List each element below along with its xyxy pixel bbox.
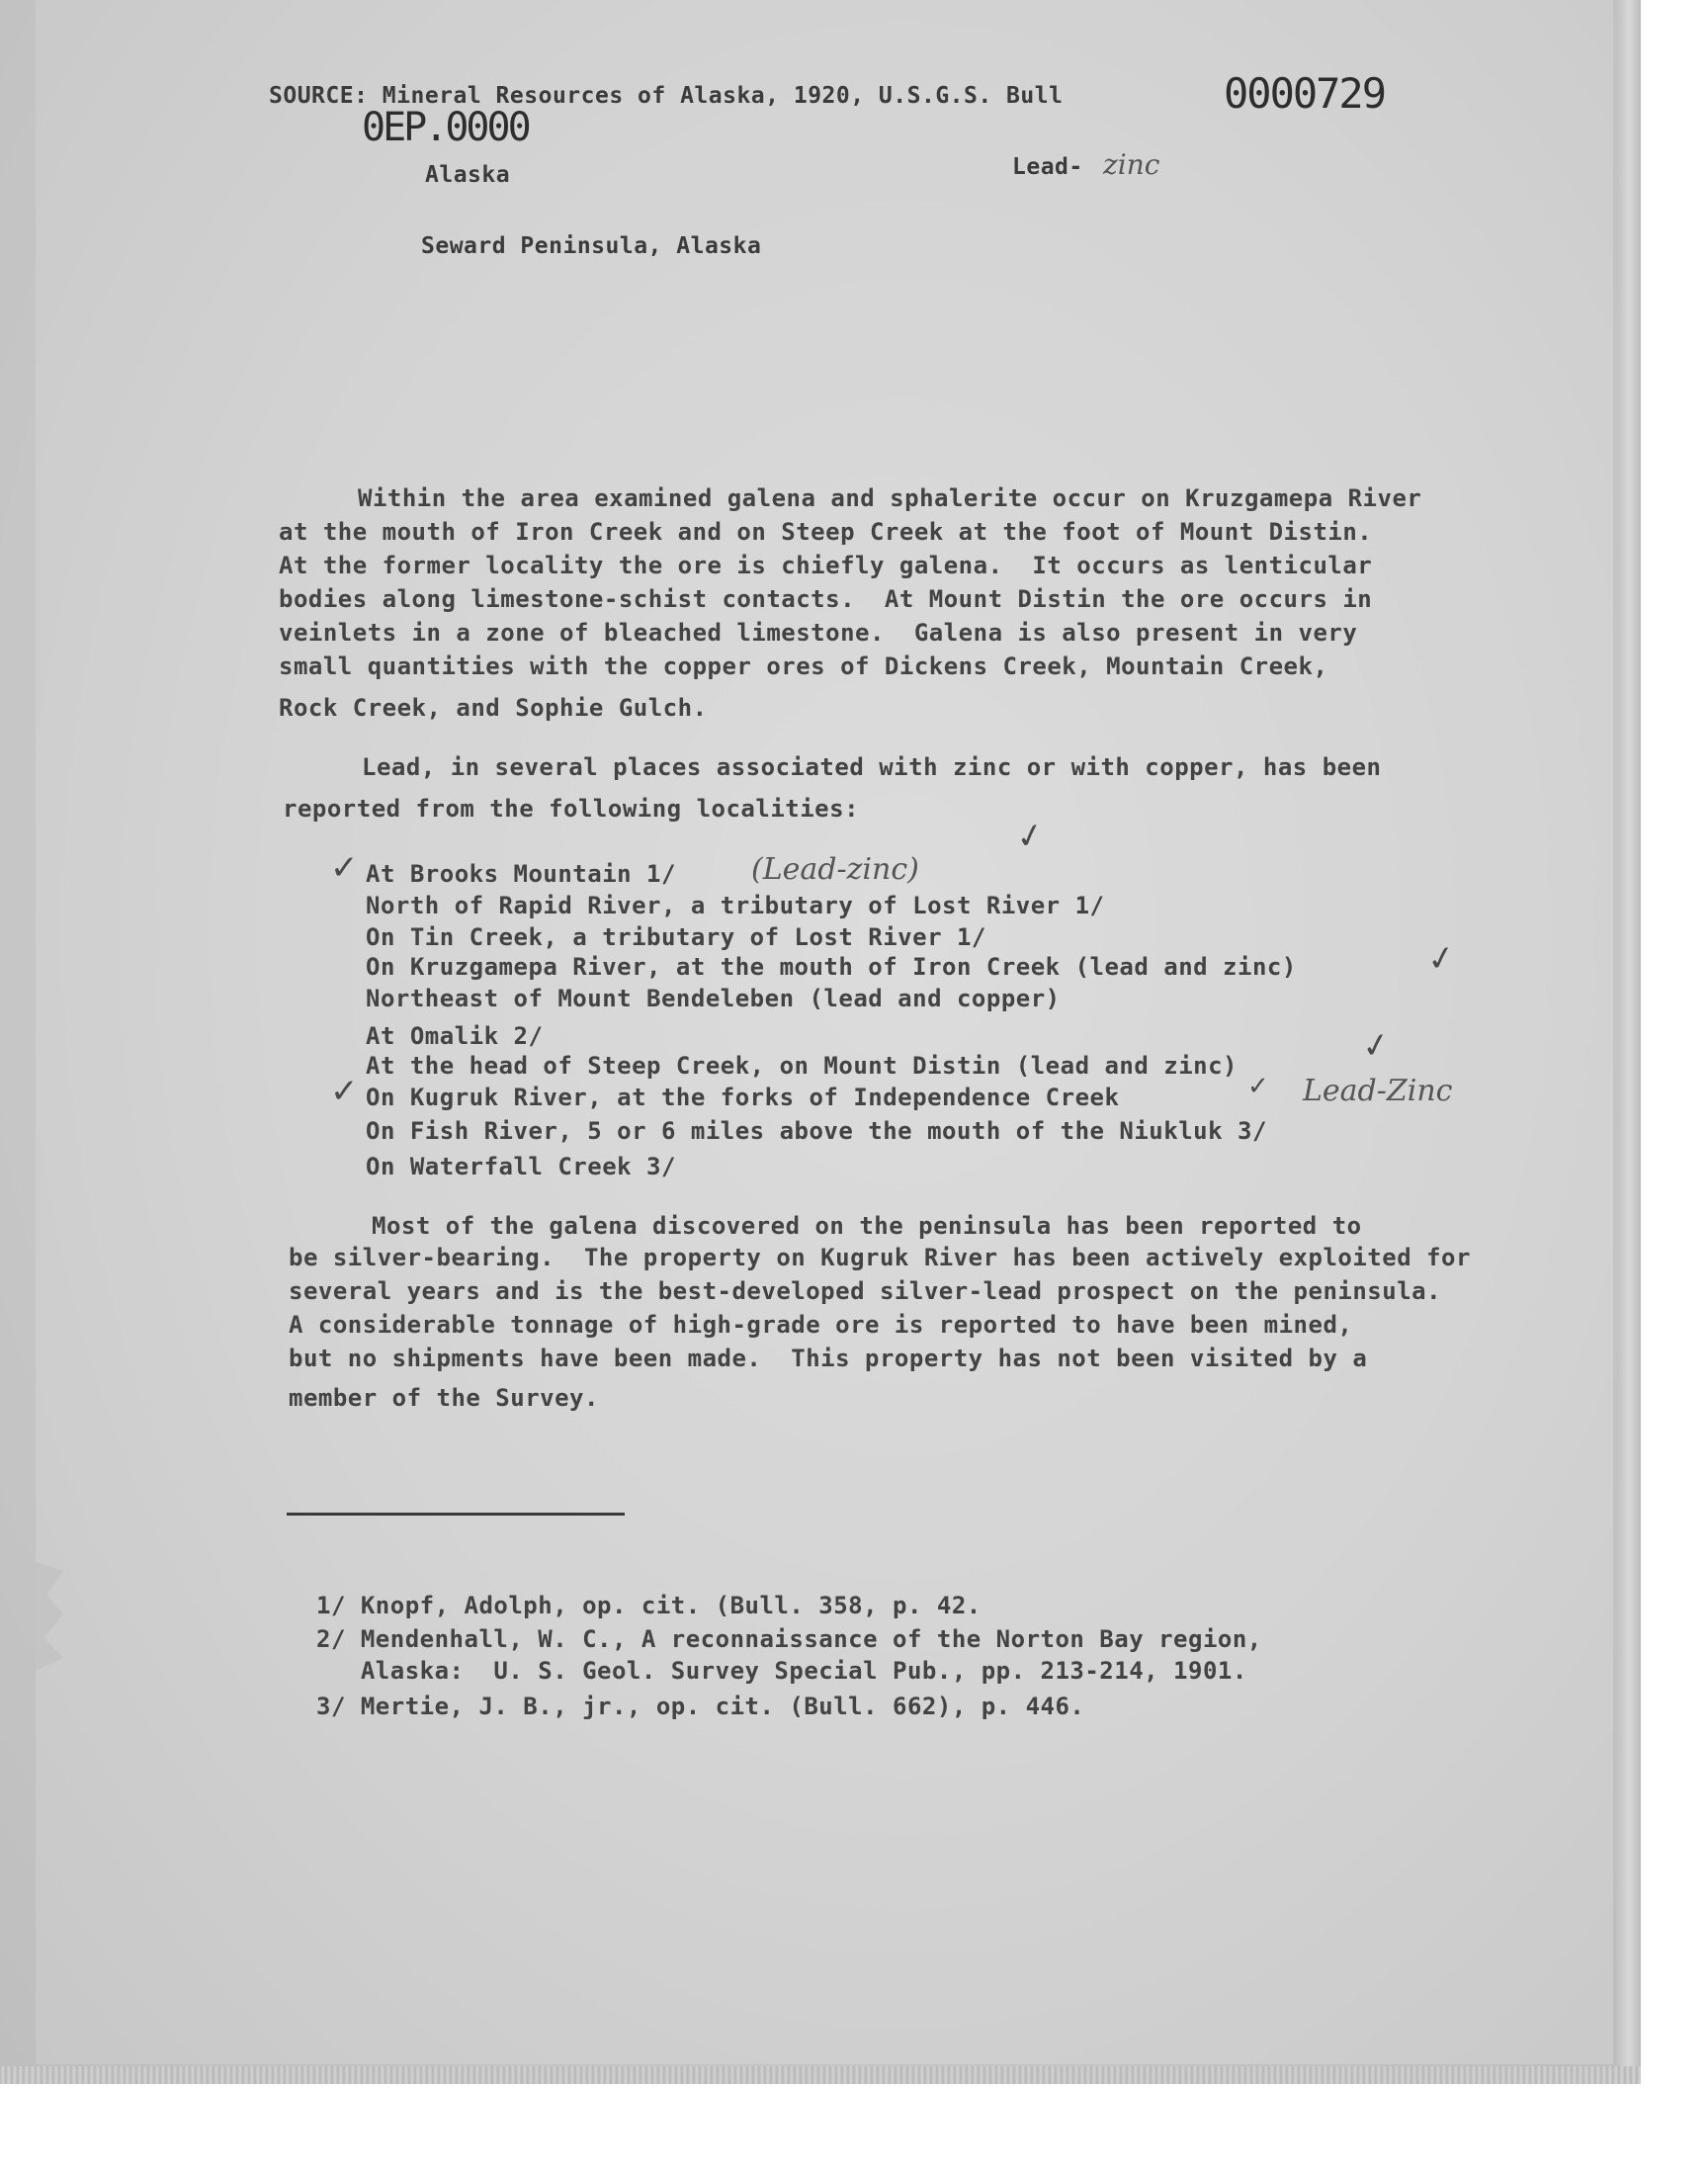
list-item: On Kruzgamepa River, at the mouth of Iron Creek (lead and zinc) [366,953,1297,981]
list-item: At the head of Steep Creek, on Mount Distin (lead and zinc) [366,1052,1238,1080]
footnote-divider [287,1513,625,1516]
paragraph-line: veinlets in a zone of bleached limestone. Galena is also present in very [279,619,1358,647]
check-mark-icon: ✓ [330,848,359,888]
list-item: On Tin Creek, a tributary of Lost River 1/ [366,923,986,951]
check-mark-icon: ✓ [1358,1023,1394,1069]
check-mark-icon: ✓ [1423,936,1459,982]
footnote: Alaska: U. S. Geol. Survey Special Pub., pp. 213-214, 1901. [316,1657,1247,1685]
list-item: Northeast of Mount Bendeleben (lead and copper) [366,985,1061,1012]
paragraph-line: Lead, in several places associated with zinc or with copper, has been [362,753,1382,781]
scan-bottom-edge [0,2066,1641,2084]
list-item: On Fish River, 5 or 6 miles above the mouth of the Niukluk 3/ [366,1117,1267,1145]
paragraph-line: reported from the following localities: [283,795,860,823]
check-mark-icon: ✓ [1012,814,1049,859]
paragraph-line: member of the Survey. [289,1384,599,1412]
commodity-handwritten: zinc [1103,148,1160,181]
paragraph-line: bodies along limestone-schist contacts. At Mount Distin the ore occurs in [279,585,1373,613]
handwritten-note-kugruk: Lead-Zinc [1303,1074,1453,1108]
paragraph-line: A considerable tonnage of high-grade ore is reported to have been mined, [289,1311,1353,1339]
check-mark-icon: ✓ [330,1072,359,1111]
paragraph-line: small quantities with the copper ores of Dickens Creek, Mountain Creek, [279,652,1328,680]
footnote: 1/ Knopf, Adolph, op. cit. (Bull. 358, p. 42. [316,1592,982,1619]
footnote: 3/ Mertie, J. B., jr., op. cit. (Bull. 662), p. 446. [316,1693,1085,1720]
paragraph-line: Most of the galena discovered on the peninsula has been reported to [372,1212,1362,1240]
paragraph-line: Within the area examined galena and sphalerite occur on Kruzgamepa River [358,484,1422,512]
state-label: Alaska [425,162,511,188]
handwritten-note-brooks: (Lead-zinc) [751,852,919,887]
paragraph-line: at the mouth of Iron Creek and on Steep Creek at the foot of Mount Distin. [279,518,1373,546]
footnote: 2/ Mendenhall, W. C., A reconnaissance of the Norton Bay region, [316,1625,1262,1653]
document-number-stamp: 0000729 [1224,69,1386,118]
list-item: At Brooks Mountain 1/ [366,860,676,888]
document-code-stamp: 0EP.0000 [362,105,529,150]
list-item: At Omalik 2/ [366,1022,544,1050]
paragraph-line: At the former locality the ore is chiefly galena. It occurs as lenticular [279,552,1373,579]
list-item: North of Rapid River, a tributary of Lost River 1/ [366,892,1105,919]
paragraph-line: Rock Creek, and Sophie Gulch. [279,694,708,722]
region-heading: Seward Peninsula, Alaska [421,233,762,259]
paragraph-line: but no shipments have been made. This property has not been visited by a [289,1345,1368,1372]
scan-right-edge [1617,0,1641,2084]
paragraph-line: be silver-bearing. The property on Kugruk River has been actively exploited for [289,1244,1471,1271]
paragraph-line: several years and is the best-developed silver-lead prospect on the peninsula. [289,1277,1442,1305]
list-item: On Waterfall Creek 3/ [366,1153,676,1180]
check-mark-icon: ✓ [1247,1072,1269,1101]
source-line: SOURCE: Mineral Resources of Alaska, 1920, U.S.G.S. Bull [269,83,1064,109]
commodity-typed: Lead- [1012,154,1083,180]
list-item: On Kugruk River, at the forks of Independence Creek [366,1084,1120,1111]
